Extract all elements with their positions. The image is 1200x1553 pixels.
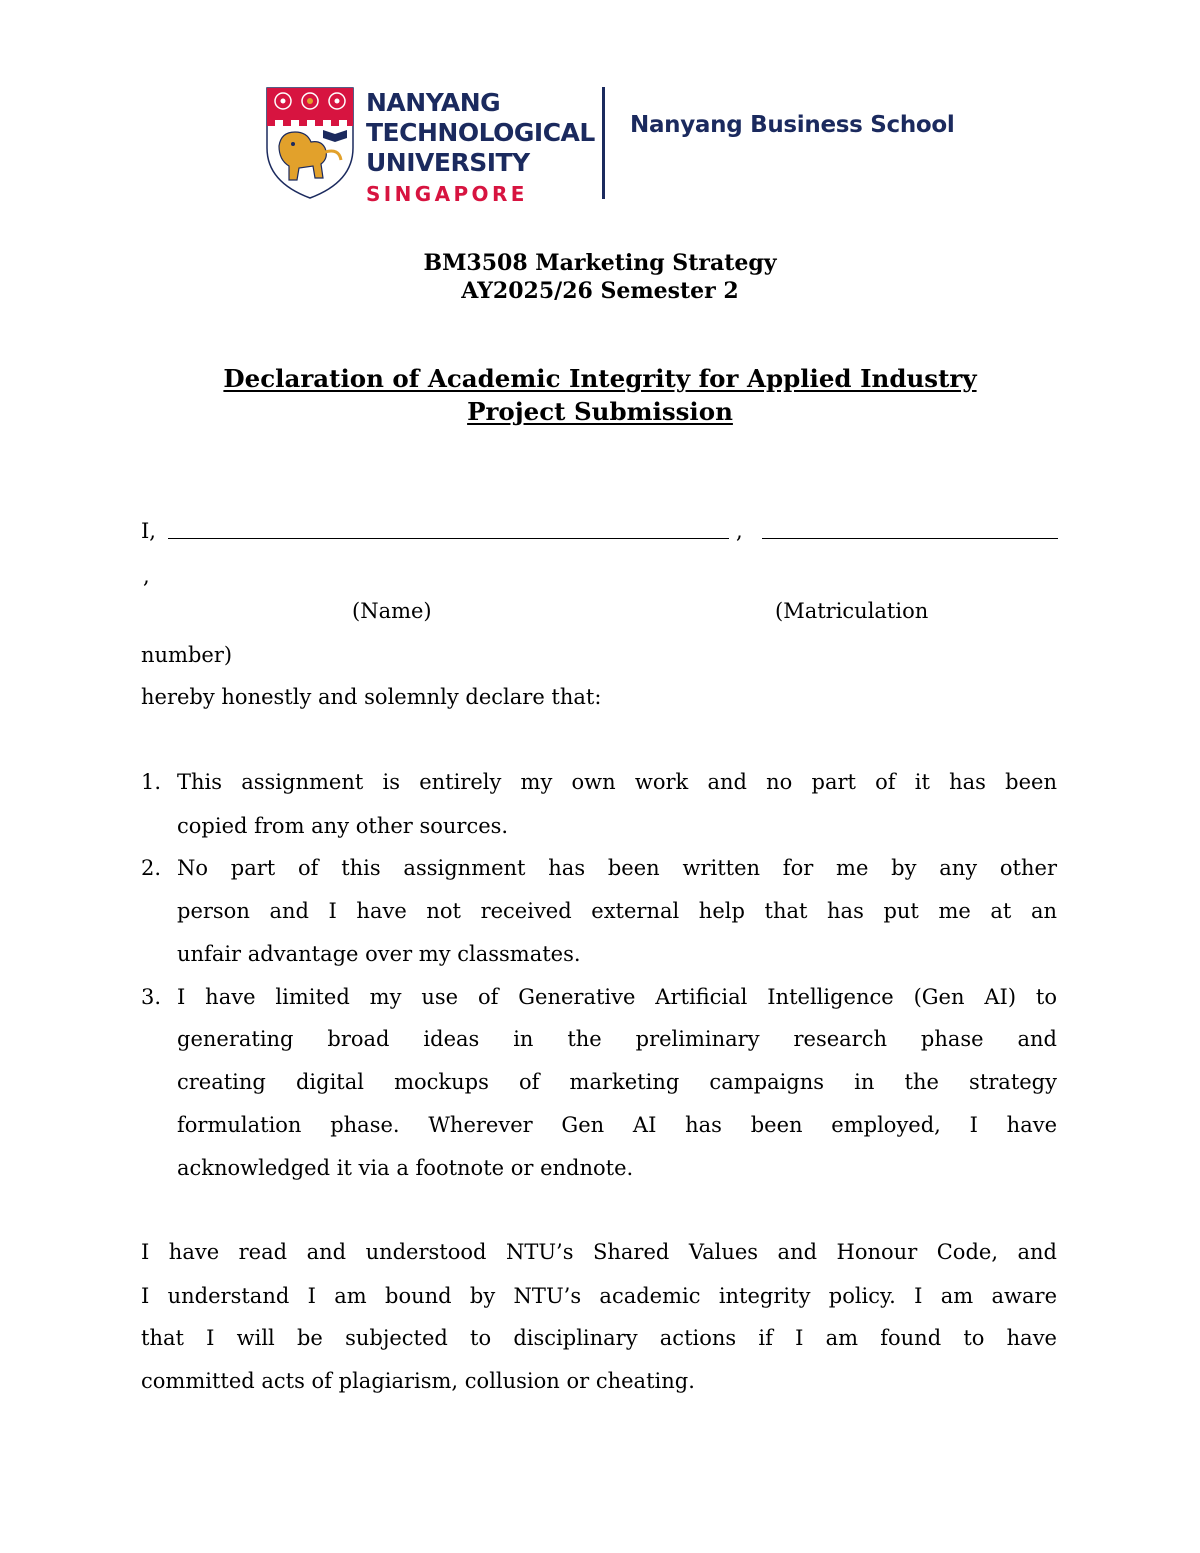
list-item-line: acknowledged it via a footnote or endnote. (177, 1156, 634, 1180)
name-blank-line[interactable] (168, 538, 729, 539)
declaration-intro: hereby honestly and solemnly declare that: (141, 685, 602, 709)
list-item-line: generating broad ideas in the preliminary research phase and (177, 1027, 1057, 1051)
list-item-line: creating digital mockups of marketing campaigns in the strategy (177, 1070, 1057, 1094)
list-item-line: I have limited my use of Generative Artificial Intelligence (Gen AI) to (177, 985, 1057, 1009)
list-item-number: 3. (141, 985, 162, 1009)
closing-line: I have read and understood NTU’s Shared Values and Honour Code, and (141, 1240, 1057, 1264)
matric-label-continued: number) (141, 643, 233, 667)
list-item-line: copied from any other sources. (177, 814, 509, 838)
course-title: BM3508 Marketing Strategy (423, 250, 777, 276)
matric-label: (Matriculation (775, 599, 929, 623)
closing-line: committed acts of plagiarism, collusion or cheating. (141, 1369, 695, 1393)
form-comma-2: , (143, 564, 150, 588)
list-item-line: unfair advantage over my classmates. (177, 942, 581, 966)
closing-line: I understand I am bound by NTU’s academic integrity policy. I am aware (141, 1284, 1057, 1308)
university-wordmark (366, 88, 595, 208)
list-item-line: No part of this assignment has been written for me by any other (177, 856, 1057, 880)
school-name: Nanyang Business School (630, 112, 955, 138)
matric-blank-line[interactable] (762, 538, 1058, 539)
form-comma-1: , (736, 519, 743, 543)
university-name-line1: NANYANG (366, 88, 501, 117)
closing-line: that I will be subjected to disciplinary actions if I am found to have (141, 1326, 1057, 1350)
list-item-line: This assignment is entirely my own work and no part of it has been (177, 770, 1057, 794)
ntu-crest-logo (265, 86, 355, 200)
university-country: SINGAPORE (366, 182, 528, 206)
list-item-line: formulation phase. Wherever Gen AI has been employed, I have (177, 1113, 1057, 1137)
declaration-title-line2: Project Submission (467, 397, 733, 426)
name-label: (Name) (352, 599, 432, 623)
list-item-number: 2. (141, 856, 162, 880)
logo-divider (602, 87, 605, 199)
list-item-number: 1. (141, 770, 162, 794)
declaration-title-line1: Declaration of Academic Integrity for Applied Industry (223, 364, 977, 393)
list-item-line: person and I have not received external help that has put me at an (177, 899, 1057, 923)
form-prefix: I, (141, 519, 156, 543)
university-name-line3: UNIVERSITY (366, 148, 530, 177)
declaration-title (0, 362, 1200, 428)
course-heading (0, 249, 1200, 305)
course-term: AY2025/26 Semester 2 (461, 278, 739, 304)
university-name-line2: TECHNOLOGICAL (366, 118, 595, 147)
